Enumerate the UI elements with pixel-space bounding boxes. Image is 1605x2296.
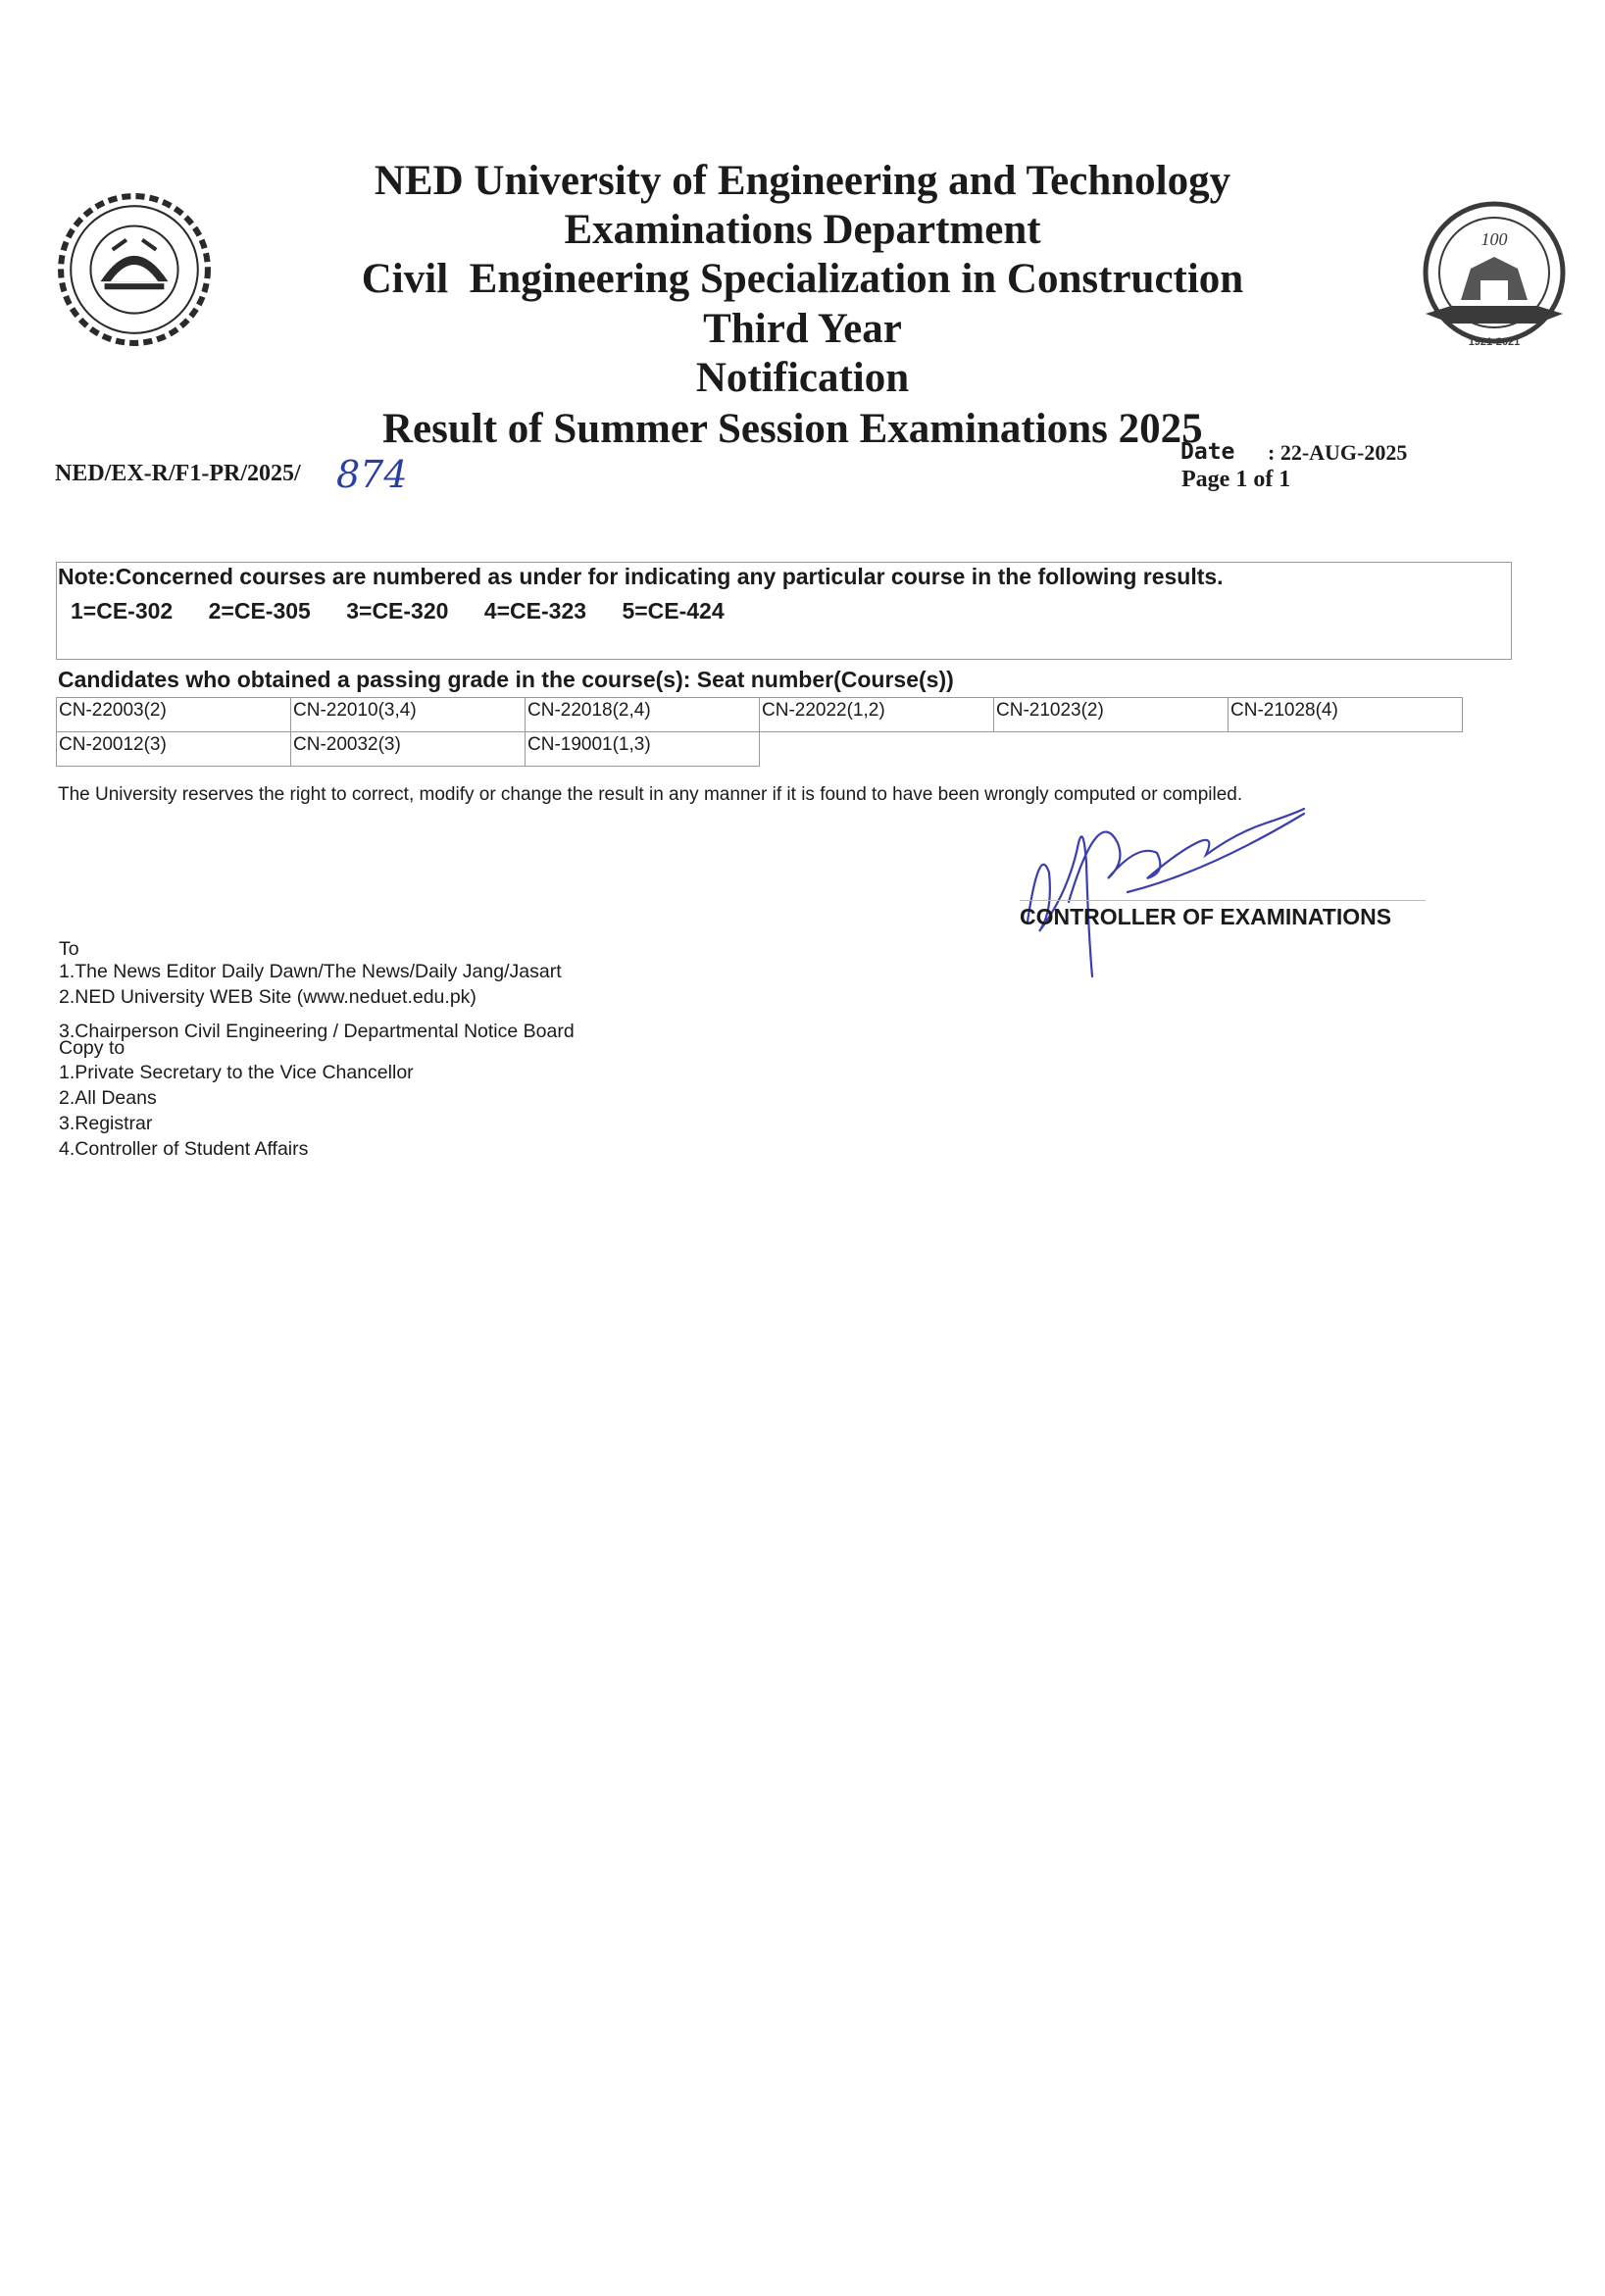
to-item: 2.NED University WEB Site (www.neduet.edu.pk): [59, 986, 476, 1008]
seat-cell: [760, 732, 994, 767]
note-text: Note:Concerned courses are numbered as under for indicating any particular course in the following results.: [58, 564, 1224, 589]
seat-cell: CN-22018(2,4): [526, 698, 760, 732]
copy-item: 2.All Deans: [59, 1087, 157, 1109]
table-row: [57, 732, 1463, 767]
date-value: : 22-AUG-2025: [1268, 440, 1408, 465]
course-code: 1=CE-302: [71, 598, 174, 624]
copy-to-label: Copy to: [59, 1037, 125, 1059]
to-item: 1.The News Editor Daily Dawn/The News/Daily Jang/Jasart: [59, 961, 562, 982]
university-name: NED University of Engineering and Technology: [374, 158, 1231, 204]
department-name: Examinations Department: [564, 207, 1041, 253]
disclaimer-text: The University reserves the right to correct, modify or change the result in any manner if it is found to have been wrongly computed or compiled.: [58, 784, 1243, 805]
seat-cell: CN-22010(3,4): [291, 698, 526, 732]
copy-item: 1.Private Secretary to the Vice Chancellor: [59, 1062, 414, 1083]
signature-line: [1020, 900, 1426, 901]
seal-years-text: 1921-2021: [1468, 336, 1521, 348]
handwritten-reference-number: 874: [336, 453, 408, 496]
course-code: 4=CE-323: [483, 598, 587, 624]
seat-cell: CN-22003(2): [57, 698, 291, 732]
notification-heading: Notification: [695, 355, 910, 401]
handwritten-signature: [1010, 784, 1314, 980]
copy-item: 4.Controller of Student Affairs: [59, 1138, 309, 1160]
to-label: To: [59, 938, 79, 960]
course-code: 5=CE-424: [622, 598, 725, 624]
seat-cell: CN-20032(3): [291, 732, 526, 767]
signatory-title: CONTROLLER OF EXAMINATIONS: [1020, 904, 1392, 929]
seat-cell: CN-19001(1,3): [526, 732, 760, 767]
seat-number-table: [56, 697, 1463, 767]
seat-cell: CN-22022(1,2): [760, 698, 994, 732]
to-item: 3.Chairperson Civil Engineering / Departmental Notice Board: [59, 1021, 575, 1042]
seat-cell: [1229, 732, 1463, 767]
seat-cell: CN-20012(3): [57, 732, 291, 767]
course-code: 3=CE-320: [346, 598, 449, 624]
candidates-heading: Candidates who obtained a passing grade in the course(s): Seat number(Course(s)): [58, 667, 954, 692]
result-title: Result of Summer Session Examinations 2025: [382, 406, 1203, 452]
year-level: Third Year: [703, 306, 902, 352]
course-code: 2=CE-305: [208, 598, 311, 624]
table-row: [57, 698, 1463, 732]
reference-number: NED/EX-R/F1-PR/2025/: [55, 461, 301, 486]
seat-cell: CN-21028(4): [1229, 698, 1463, 732]
date-label: Date: [1180, 439, 1235, 465]
copy-item: 3.Registrar: [59, 1113, 153, 1134]
page-info: Page 1 of 1: [1181, 467, 1291, 492]
seat-cell: CN-21023(2): [994, 698, 1229, 732]
seal-centenary-text: 100: [1480, 229, 1508, 249]
seat-cell: [994, 732, 1229, 767]
program-name: Civil Engineering Specialization in Construction: [361, 256, 1244, 302]
course-list: [71, 598, 748, 624]
